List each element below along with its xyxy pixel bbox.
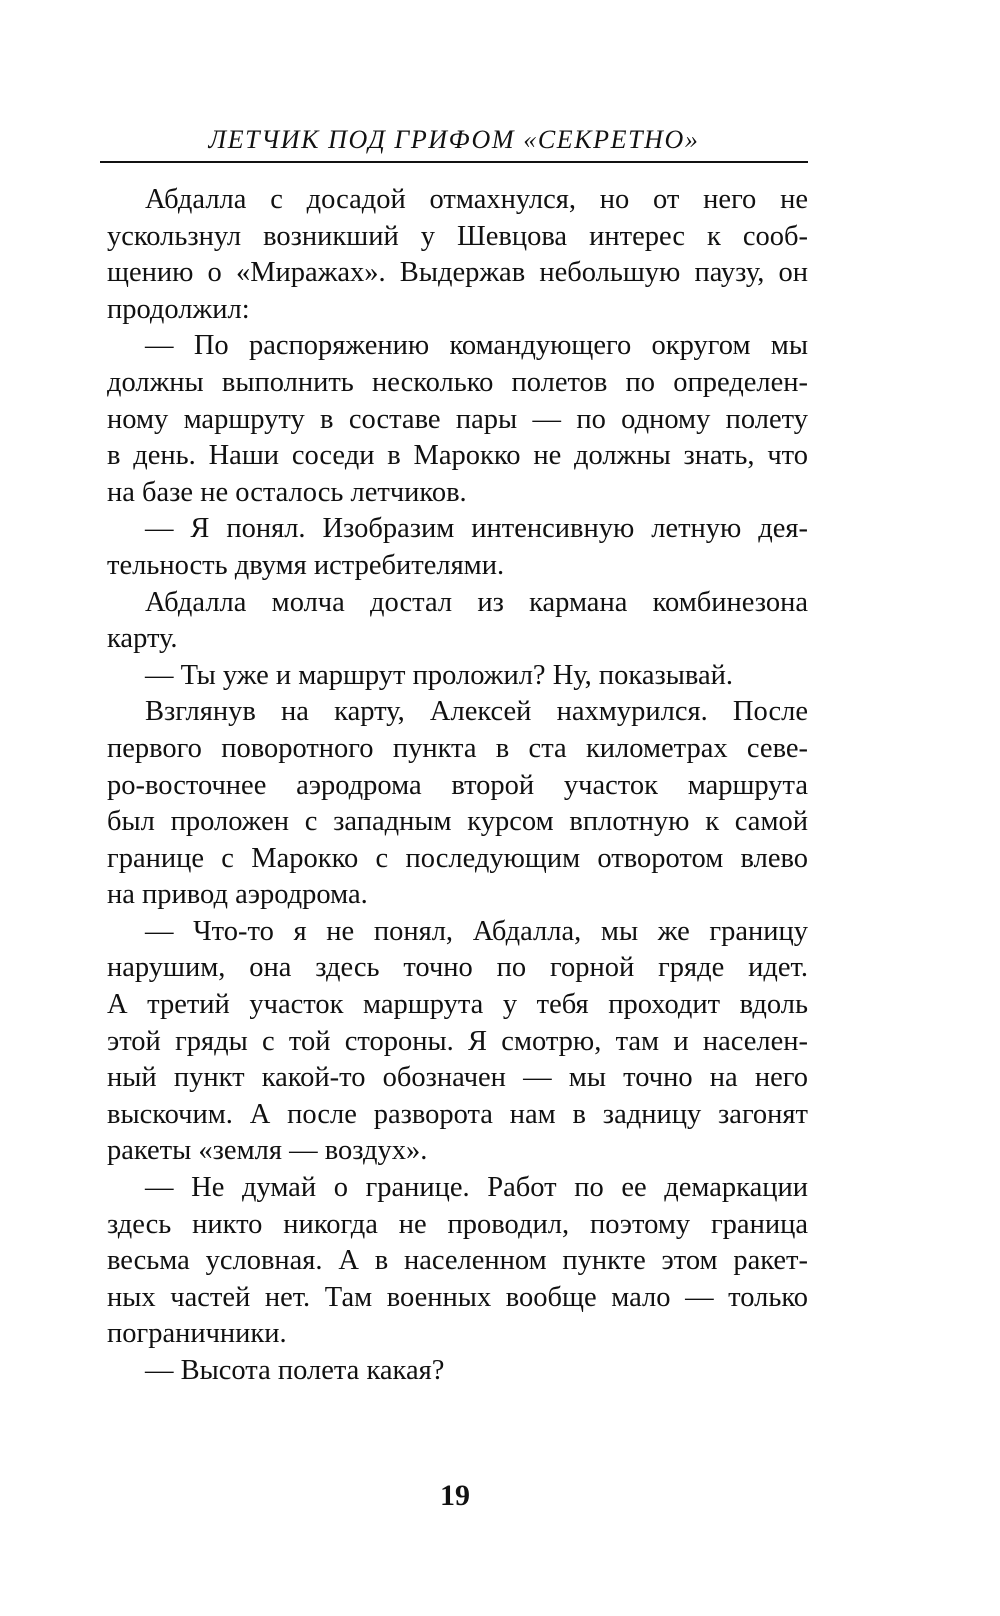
text-line: был проложен с западным курсом вплотную к самой xyxy=(107,806,808,838)
text-line: карту. xyxy=(107,623,178,655)
header-rule xyxy=(100,161,808,163)
paragraph-2 xyxy=(107,328,808,511)
text-line: ных частей нет. Там военных вообще мало — только xyxy=(107,1281,808,1313)
text-line: щению о «Миражах». Выдержав небольшую паузу, он xyxy=(107,257,808,289)
paragraph-8 xyxy=(107,1170,808,1353)
text-line: в день. Наши соседи в Марокко не должны знать, что xyxy=(107,440,808,472)
text-line: нарушим, она здесь точно по горной гряде идет. xyxy=(107,952,808,984)
text-line: ный пункт какой-то обозначен — мы точно на него xyxy=(107,1062,808,1094)
text-line: этой гряды с той стороны. Я смотрю, там и населен- xyxy=(107,1025,808,1057)
text-line: продолжил: xyxy=(107,293,250,325)
text-line: здесь никто никогда не проводил, поэтому граница xyxy=(107,1208,808,1240)
text-line: тельность двумя истребителями. xyxy=(107,549,505,581)
paragraph-1 xyxy=(107,182,808,328)
text-line: — Высота полета какая? xyxy=(145,1355,445,1386)
paragraph-9 xyxy=(107,1353,808,1390)
text-line: А третий участок маршрута у тебя проходит вдоль xyxy=(107,989,808,1021)
text-line: — Что-то я не понял, Абдалла, мы же границу xyxy=(145,915,808,947)
text-line: на привод аэродрома. xyxy=(107,879,368,911)
text-line: весьма условная. А в населенном пункте этом ракет- xyxy=(107,1245,808,1277)
text-line: — Ты уже и маршрут проложил? Ну, показывай. xyxy=(145,659,734,691)
text-line: ракеты «земля — воздух». xyxy=(107,1135,428,1167)
text-line: выскочим. А после разворота нам в задницу загонят xyxy=(107,1098,808,1130)
text-line: — По распоряжению командующего округом мы xyxy=(145,330,808,362)
text-line: границе с Марокко с последующим отворотом влево xyxy=(107,842,808,874)
text-line: должны выполнить несколько полетов по определен- xyxy=(107,366,808,398)
text-line: ускользнул возникший у Шевцова интерес к сооб- xyxy=(107,220,808,252)
paragraph-6 xyxy=(107,694,808,914)
text-line: Абдалла молча достал из кармана комбинезона xyxy=(145,586,808,618)
body-text xyxy=(107,182,808,1390)
text-line: на базе не осталось летчиков. xyxy=(107,476,467,508)
text-line: пограничники. xyxy=(107,1318,287,1350)
text-line: ному маршруту в составе пары — по одному полету xyxy=(107,403,808,435)
text-line: — Я понял. Изобразим интенсивную летную дея- xyxy=(145,513,808,545)
running-header: ЛЕТЧИК ПОД ГРИФОМ «СЕКРЕТНО» xyxy=(208,125,700,154)
paragraph-7 xyxy=(107,914,808,1170)
paragraph-3 xyxy=(107,511,808,584)
text-line: Взглянув на карту, Алексей нахмурился. После xyxy=(145,696,808,728)
text-line: — Не думай о границе. Работ по ее демаркации xyxy=(145,1172,808,1204)
paragraph-5 xyxy=(107,658,808,695)
text-line: Абдалла с досадой отмахнулся, но от него не xyxy=(145,184,808,215)
text-line: первого поворотного пункта в ста километрах севе- xyxy=(107,732,808,764)
paragraph-4 xyxy=(107,585,808,658)
text-line: ро-восточнее аэродрома второй участок маршрута xyxy=(107,769,808,801)
page-number: 19 xyxy=(440,1479,470,1512)
